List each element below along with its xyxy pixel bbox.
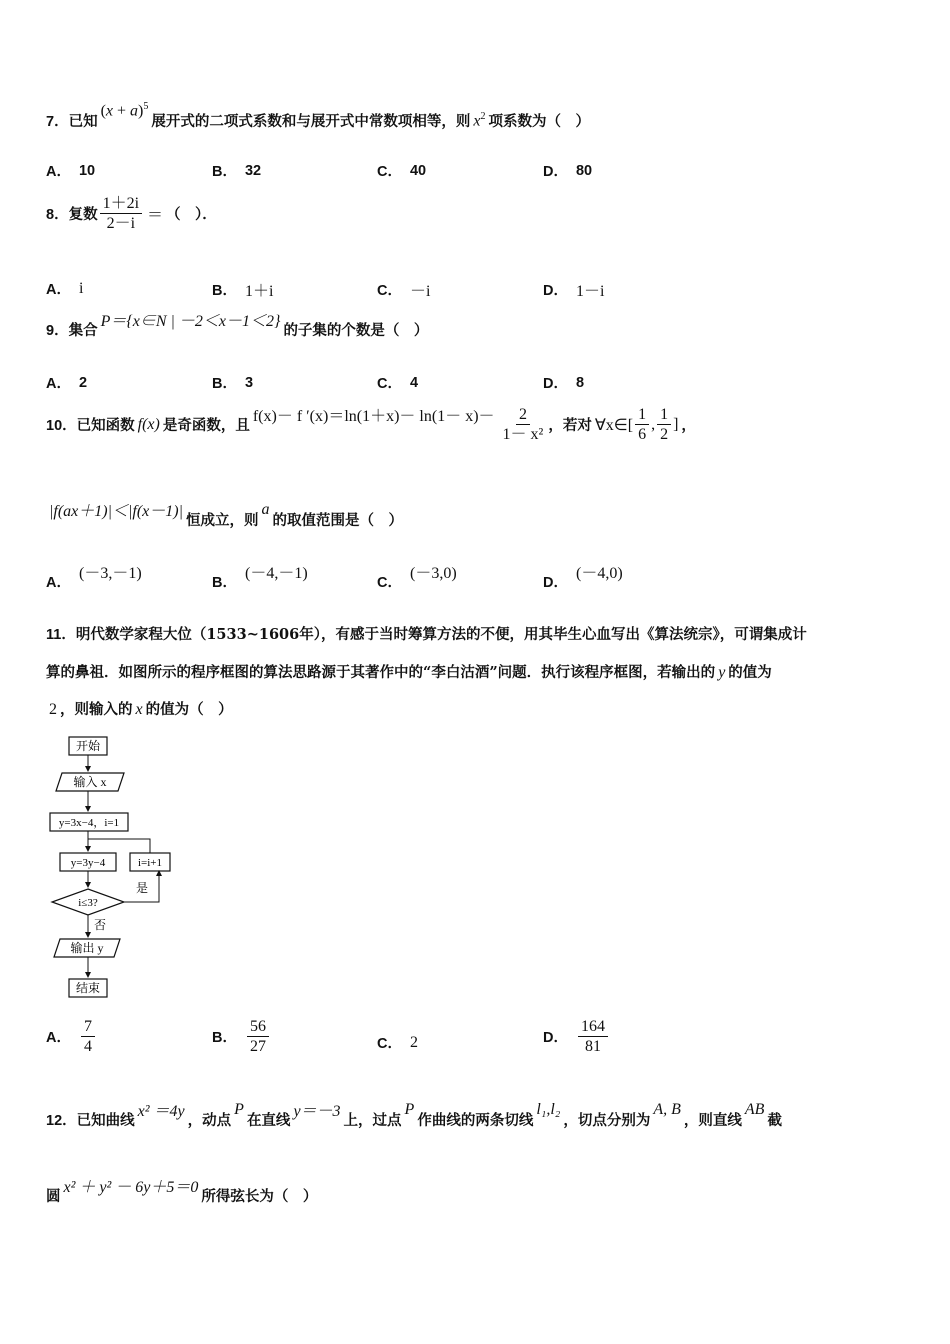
option-a[interactable]: A． $\frac{7}{4}$ xyxy=(46,1018,97,1056)
option-c[interactable]: C． －i xyxy=(377,283,431,300)
line-expression: y＝－3 xyxy=(293,1103,341,1120)
variable-y: y xyxy=(718,664,726,681)
equation-left: f(x)－ f ′(x)＝ln(1＋x)－ ln(1－ x)－ xyxy=(252,408,495,426)
flowchart-no-label: 否 xyxy=(94,918,107,932)
question-text: ，则输入的 xyxy=(60,701,133,718)
question-10 xyxy=(46,406,696,444)
value-2: 2 xyxy=(49,701,57,718)
math-expression: $(x + a)^5$ xyxy=(100,100,149,120)
flowchart-end-label: 结束 xyxy=(75,981,101,995)
question-number: 8． xyxy=(46,207,69,224)
question-12-line-2 xyxy=(46,1179,318,1207)
question-text: 项系数为（ ） xyxy=(488,113,590,130)
question-text: ，切点分别为 xyxy=(563,1112,651,1129)
question-text: 算的鼻祖．如图所示的程序框图的算法思路源于其著作中的“李白沽酒”问题．执行该程序框图，若输出的 xyxy=(46,664,716,681)
point-p: P xyxy=(404,1100,415,1118)
option-d[interactable]: D． 80 xyxy=(543,162,593,180)
question-text: 已知函数 xyxy=(76,417,135,435)
variable-x: x xyxy=(135,701,143,718)
flowchart-step-label: y=3y−4 xyxy=(70,857,106,869)
math-expression: $x^2$ xyxy=(473,110,486,130)
option-b[interactable]: B． 3 xyxy=(212,374,254,392)
question-text: 的值为 xyxy=(728,664,772,681)
question-text: 所得弦长为（ ） xyxy=(201,1188,318,1205)
function-expression: f(x) xyxy=(137,415,160,433)
question-text: ，动点 xyxy=(187,1112,232,1129)
question-text: 是奇函数，且 xyxy=(162,417,250,435)
flowchart-output-label: 输出 y xyxy=(70,941,104,955)
question-text: 复数 xyxy=(68,206,98,224)
question-text: 的取值范围是（ ） xyxy=(272,512,404,529)
option-b[interactable]: B． (－4,－1) xyxy=(212,565,308,591)
question-text: 截 xyxy=(767,1112,782,1129)
option-d[interactable]: D． 8 xyxy=(543,374,585,392)
option-c[interactable]: C． (－3,0) xyxy=(377,565,457,591)
flowchart-start-label: 开始 xyxy=(75,739,101,753)
question-text: 明代数学家程大位（1533~1606年），有感于当时筹算方法的不便，用其毕生心血写出《算法统宗》，可谓集成计 xyxy=(75,626,807,643)
question-number: 7． xyxy=(46,114,69,130)
option-a[interactable]: A． 2 xyxy=(46,374,88,392)
inequality-expression: |f(ax＋1)|＜|f(x－1)| xyxy=(49,503,184,520)
question-text: 恒成立，则 xyxy=(186,512,259,529)
variable-a: a xyxy=(261,500,270,518)
option-b[interactable]: B． 32 xyxy=(212,162,262,180)
option-d[interactable]: D． 1－i xyxy=(543,283,605,300)
curve-expression: x² ＝4y xyxy=(137,1103,185,1120)
question-9 xyxy=(46,313,429,341)
question-text: 上，过点 xyxy=(343,1112,402,1129)
question-11 xyxy=(46,616,906,728)
question-number: 11． xyxy=(46,627,76,643)
fraction: $\frac{2}{\text{1－ x²}}$ xyxy=(502,406,544,443)
question-text: ，则直线 xyxy=(683,1112,742,1129)
question-7 xyxy=(46,100,590,131)
forall-expression: ∀x∈[ $\frac{1}{6}$ , $\frac{1}{2}$ ] xyxy=(594,406,679,443)
question-number: 12． xyxy=(46,1113,77,1129)
question-text: （ ）． xyxy=(166,206,217,224)
options-10 xyxy=(46,565,896,606)
line-ab: AB xyxy=(744,1100,765,1118)
option-d[interactable]: D． (－4,0) xyxy=(543,565,623,591)
options-11 xyxy=(46,1018,896,1068)
tangent-lines: l₁,l₂ xyxy=(536,1100,561,1118)
flowchart-decision-label: i≤3? xyxy=(78,897,98,909)
flowchart-init-label: y=3x−4，i=1 xyxy=(58,817,120,829)
options-7 xyxy=(46,160,896,196)
question-text: 集合 xyxy=(68,322,98,339)
tangent-points: A, B xyxy=(653,1100,681,1118)
question-12 xyxy=(46,1100,782,1131)
question-text: 的子集的个数是（ ） xyxy=(283,322,429,339)
flowchart-input-label: 输入 x xyxy=(73,775,107,789)
point-p: P xyxy=(234,1100,244,1118)
option-c[interactable]: C． 4 xyxy=(377,374,419,392)
flowchart-inc-label: i=i+1 xyxy=(137,857,163,869)
question-number: 9． xyxy=(46,323,69,339)
question-text: 作曲线的两条切线 xyxy=(417,1112,534,1129)
question-text: 展开式的二项式系数和与展开式中常数项相等，则 xyxy=(151,113,471,130)
option-a[interactable]: A． i xyxy=(46,279,84,298)
set-expression: P＝{x∈N | －2＜x－1＜2} xyxy=(100,313,281,330)
equals-sign: ＝ xyxy=(147,207,164,225)
option-b[interactable]: B． $\frac{56}{27}$ xyxy=(212,1018,271,1056)
option-c[interactable]: C． 2 xyxy=(377,1033,418,1052)
flowchart xyxy=(44,732,184,1002)
question-8 xyxy=(46,195,217,233)
flowchart-yes-label: 是 xyxy=(136,881,149,895)
question-text: ，若对 xyxy=(548,417,592,435)
question-text: 在直线 xyxy=(246,1112,291,1129)
question-10-line-2 xyxy=(46,500,404,531)
circle-expression: x² ＋ y² － 6y＋5＝0 xyxy=(63,1179,199,1196)
option-d[interactable]: D． $\frac{164}{81}$ xyxy=(543,1018,610,1056)
question-text: 已知 xyxy=(68,113,98,130)
question-text: ， xyxy=(681,417,696,435)
option-c[interactable]: C． 40 xyxy=(377,162,427,180)
question-text: 已知曲线 xyxy=(76,1112,135,1129)
option-a[interactable]: A． (－3,－1) xyxy=(46,565,142,591)
question-text: 的值为（ ） xyxy=(145,701,233,718)
question-number: 10． xyxy=(46,418,77,435)
question-text: 圆 xyxy=(46,1188,61,1205)
fraction: $\frac{1+2i}{2-i}$ xyxy=(100,195,142,233)
option-b[interactable]: B． 1＋i xyxy=(212,283,274,300)
option-a[interactable]: A． 10 xyxy=(46,162,96,180)
